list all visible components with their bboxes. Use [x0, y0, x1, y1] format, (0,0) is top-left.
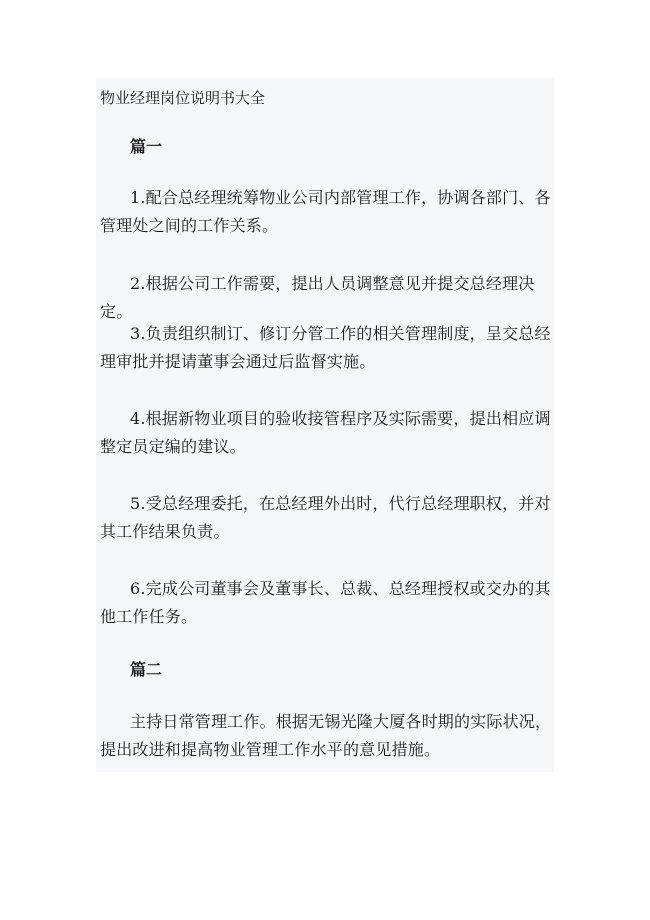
- document-content: [96, 78, 554, 772]
- duty-item-2: 2.根据公司工作需要，提出人员调整意见并提交总经理决定。: [100, 274, 535, 321]
- section-heading-1: 篇一: [130, 137, 163, 156]
- duty-item-1: 1.配合总经理统筹物业公司内部管理工作，协调各部门、各管理处之间的工作关系。: [100, 188, 551, 235]
- duty-item-6: 6.完成公司董事会及董事长、总裁、总经理授权或交办的其他工作任务。: [100, 579, 551, 626]
- duty-item-7: 主持日常管理工作。根据无锡光隆大厦各时期的实际状况，提出改进和提高物业管理工作水平的意见措施。: [100, 712, 552, 759]
- duty-item-5: 5.受总经理委托，在总经理外出时，代行总经理职权，并对其工作结果负责。: [100, 494, 551, 541]
- section-heading-2: 篇二: [130, 660, 163, 679]
- document-title: 物业经理岗位说明书大全: [100, 89, 266, 107]
- duty-item-3: 3.负责组织制订、修订分管工作的相关管理制度，呈交总经理审批并提请董事会通过后监督实施。: [100, 324, 551, 371]
- duty-item-4: 4.根据新物业项目的验收接管程序及实际需要，提出相应调整定员定编的建议。: [100, 409, 551, 456]
